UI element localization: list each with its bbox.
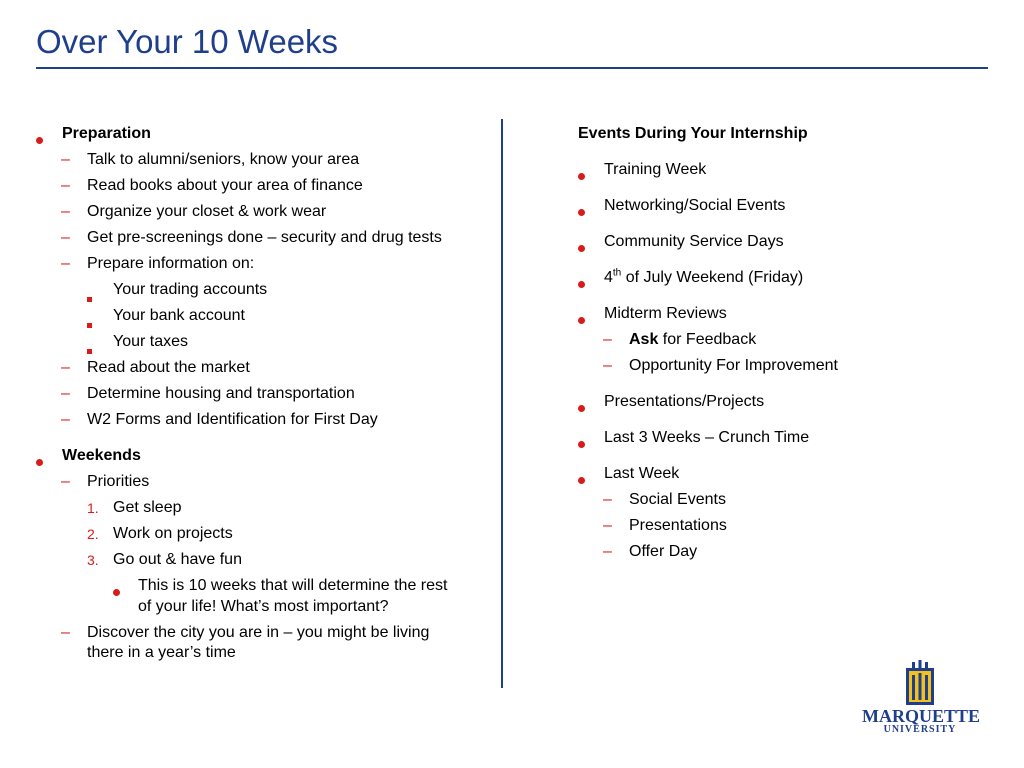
- dash-icon: –: [61, 177, 70, 194]
- list-item-text: Read books about your area of finance: [87, 177, 363, 194]
- dash-icon: –: [603, 517, 612, 534]
- event-text: Last 3 Weeks – Crunch Time: [604, 429, 810, 446]
- list-item: [36, 254, 484, 275]
- event-item: [578, 268, 978, 289]
- dash-icon: –: [61, 473, 70, 490]
- dash-icon: –: [61, 229, 70, 246]
- dash-icon: –: [603, 331, 612, 348]
- bullet-dot-icon: [578, 238, 585, 259]
- dash-icon: –: [61, 359, 70, 376]
- slide-title: Over Your 10 Weeks: [36, 23, 339, 60]
- bullet-dot-icon: [578, 202, 585, 223]
- event-text: Community Service Days: [604, 233, 784, 250]
- list-item-text: Organize your closet & work wear: [87, 203, 327, 220]
- bullet-dot-icon: [36, 452, 43, 473]
- list-item-text: Your bank account: [113, 307, 245, 324]
- list-item-text: W2 Forms and Identification for First Day: [87, 411, 378, 428]
- right-column: [578, 124, 978, 563]
- event-item: [578, 196, 978, 217]
- sub-item: [578, 516, 978, 537]
- event-text: Last Week: [604, 465, 680, 482]
- bullet-dot-icon: [36, 130, 43, 151]
- list-item-text: Prepare information on:: [87, 255, 255, 272]
- dash-icon: –: [61, 255, 70, 272]
- bullet-dot-icon: [113, 582, 120, 603]
- dash-icon: –: [603, 491, 612, 508]
- ask-rest: for Feedback: [658, 331, 757, 348]
- list-item-text: Your taxes: [113, 333, 189, 350]
- bullet-dot-icon: [578, 398, 585, 419]
- event-text: Networking/Social Events: [604, 197, 786, 214]
- sub-item: [578, 330, 978, 351]
- july-prefix: 4: [604, 269, 613, 286]
- list-item-text: Talk to alumni/seniors, know your area: [87, 151, 360, 168]
- event-text: Midterm Reviews: [604, 305, 727, 322]
- left-column: [36, 124, 484, 664]
- event-item: [578, 464, 978, 485]
- note-line-1: This is 10 weeks that will determine the rest: [138, 577, 448, 594]
- event-text: Training Week: [604, 161, 707, 178]
- number-marker: 2.: [87, 526, 99, 542]
- dash-icon: –: [61, 151, 70, 168]
- sub-item-text: Offer Day: [629, 543, 698, 560]
- preparation-heading-item: [36, 124, 484, 145]
- dash-icon: –: [603, 357, 612, 374]
- july-sup: th: [612, 267, 622, 279]
- list-item: [36, 623, 484, 664]
- dash-icon: –: [61, 411, 70, 428]
- list-item: [36, 550, 484, 571]
- logo-wordmark: MARQUETTE: [862, 706, 981, 726]
- sub-item-text: Presentations: [629, 517, 727, 534]
- bullet-dot-icon: [578, 166, 585, 187]
- list-item-text: Read about the market: [87, 359, 250, 376]
- weekends-heading: Weekends: [62, 447, 141, 464]
- list-item: [36, 472, 484, 493]
- bullet-dot-icon: [578, 434, 585, 455]
- list-item: [36, 150, 484, 171]
- sub-item-text: Social Events: [629, 491, 726, 508]
- list-item-text: Get sleep: [113, 499, 182, 516]
- weekends-heading-item: [36, 446, 484, 467]
- logo-subtitle: UNIVERSITY: [883, 724, 957, 735]
- dash-icon: –: [61, 385, 70, 402]
- event-text: Presentations/Projects: [604, 393, 765, 410]
- bullet-dot-icon: [578, 310, 585, 331]
- list-item-text: Your trading accounts: [113, 281, 268, 298]
- dash-icon: –: [603, 543, 612, 560]
- july-rest: of July Weekend (Friday): [621, 269, 804, 286]
- sub-item: [578, 490, 978, 511]
- list-item: [36, 576, 484, 617]
- list-item: [36, 498, 484, 519]
- number-marker: 1.: [87, 500, 99, 516]
- sub-item-text: Opportunity For Improvement: [629, 357, 838, 374]
- bullet-dot-icon: [578, 274, 585, 295]
- events-heading-text: Events During Your Internship: [578, 125, 808, 142]
- list-item-text: Work on projects: [113, 525, 233, 542]
- preparation-heading: Preparation: [62, 125, 151, 142]
- list-item: [36, 332, 484, 353]
- event-item: [578, 304, 978, 325]
- discover-line-1: Discover the city you are in – you might be living: [87, 623, 430, 641]
- list-item: [36, 176, 484, 197]
- title-underline: [36, 67, 988, 69]
- list-item: [36, 524, 484, 545]
- bullet-dot-icon: [578, 470, 585, 491]
- list-item-text: Determine housing and transportation: [87, 385, 355, 402]
- list-item: [36, 384, 484, 405]
- discover-line-2: there in a year’s time: [87, 644, 236, 661]
- dash-icon: –: [61, 203, 70, 220]
- list-item-text: Priorities: [87, 473, 150, 490]
- list-item: [36, 410, 484, 431]
- dash-icon: –: [61, 623, 70, 641]
- ask-bold: Ask: [629, 331, 659, 348]
- marquette-logo: [862, 660, 981, 740]
- event-item: [578, 428, 978, 449]
- event-item: [578, 392, 978, 413]
- event-item: [578, 232, 978, 253]
- list-item: [36, 306, 484, 327]
- note-line-2: of your life! What’s most important?: [138, 597, 389, 615]
- sub-item: [578, 542, 978, 563]
- sub-item: [578, 356, 978, 377]
- list-item: [36, 280, 484, 301]
- event-item: [578, 160, 978, 181]
- events-heading: [578, 124, 978, 145]
- list-item: [36, 358, 484, 379]
- list-item-text: Get pre-screenings done – security and drug tests: [87, 229, 442, 246]
- university-tower-icon: [862, 660, 978, 706]
- list-item-text: Go out & have fun: [113, 551, 242, 568]
- column-divider: [501, 119, 503, 688]
- number-marker: 3.: [87, 552, 99, 568]
- list-item: [36, 228, 484, 249]
- list-item: [36, 202, 484, 223]
